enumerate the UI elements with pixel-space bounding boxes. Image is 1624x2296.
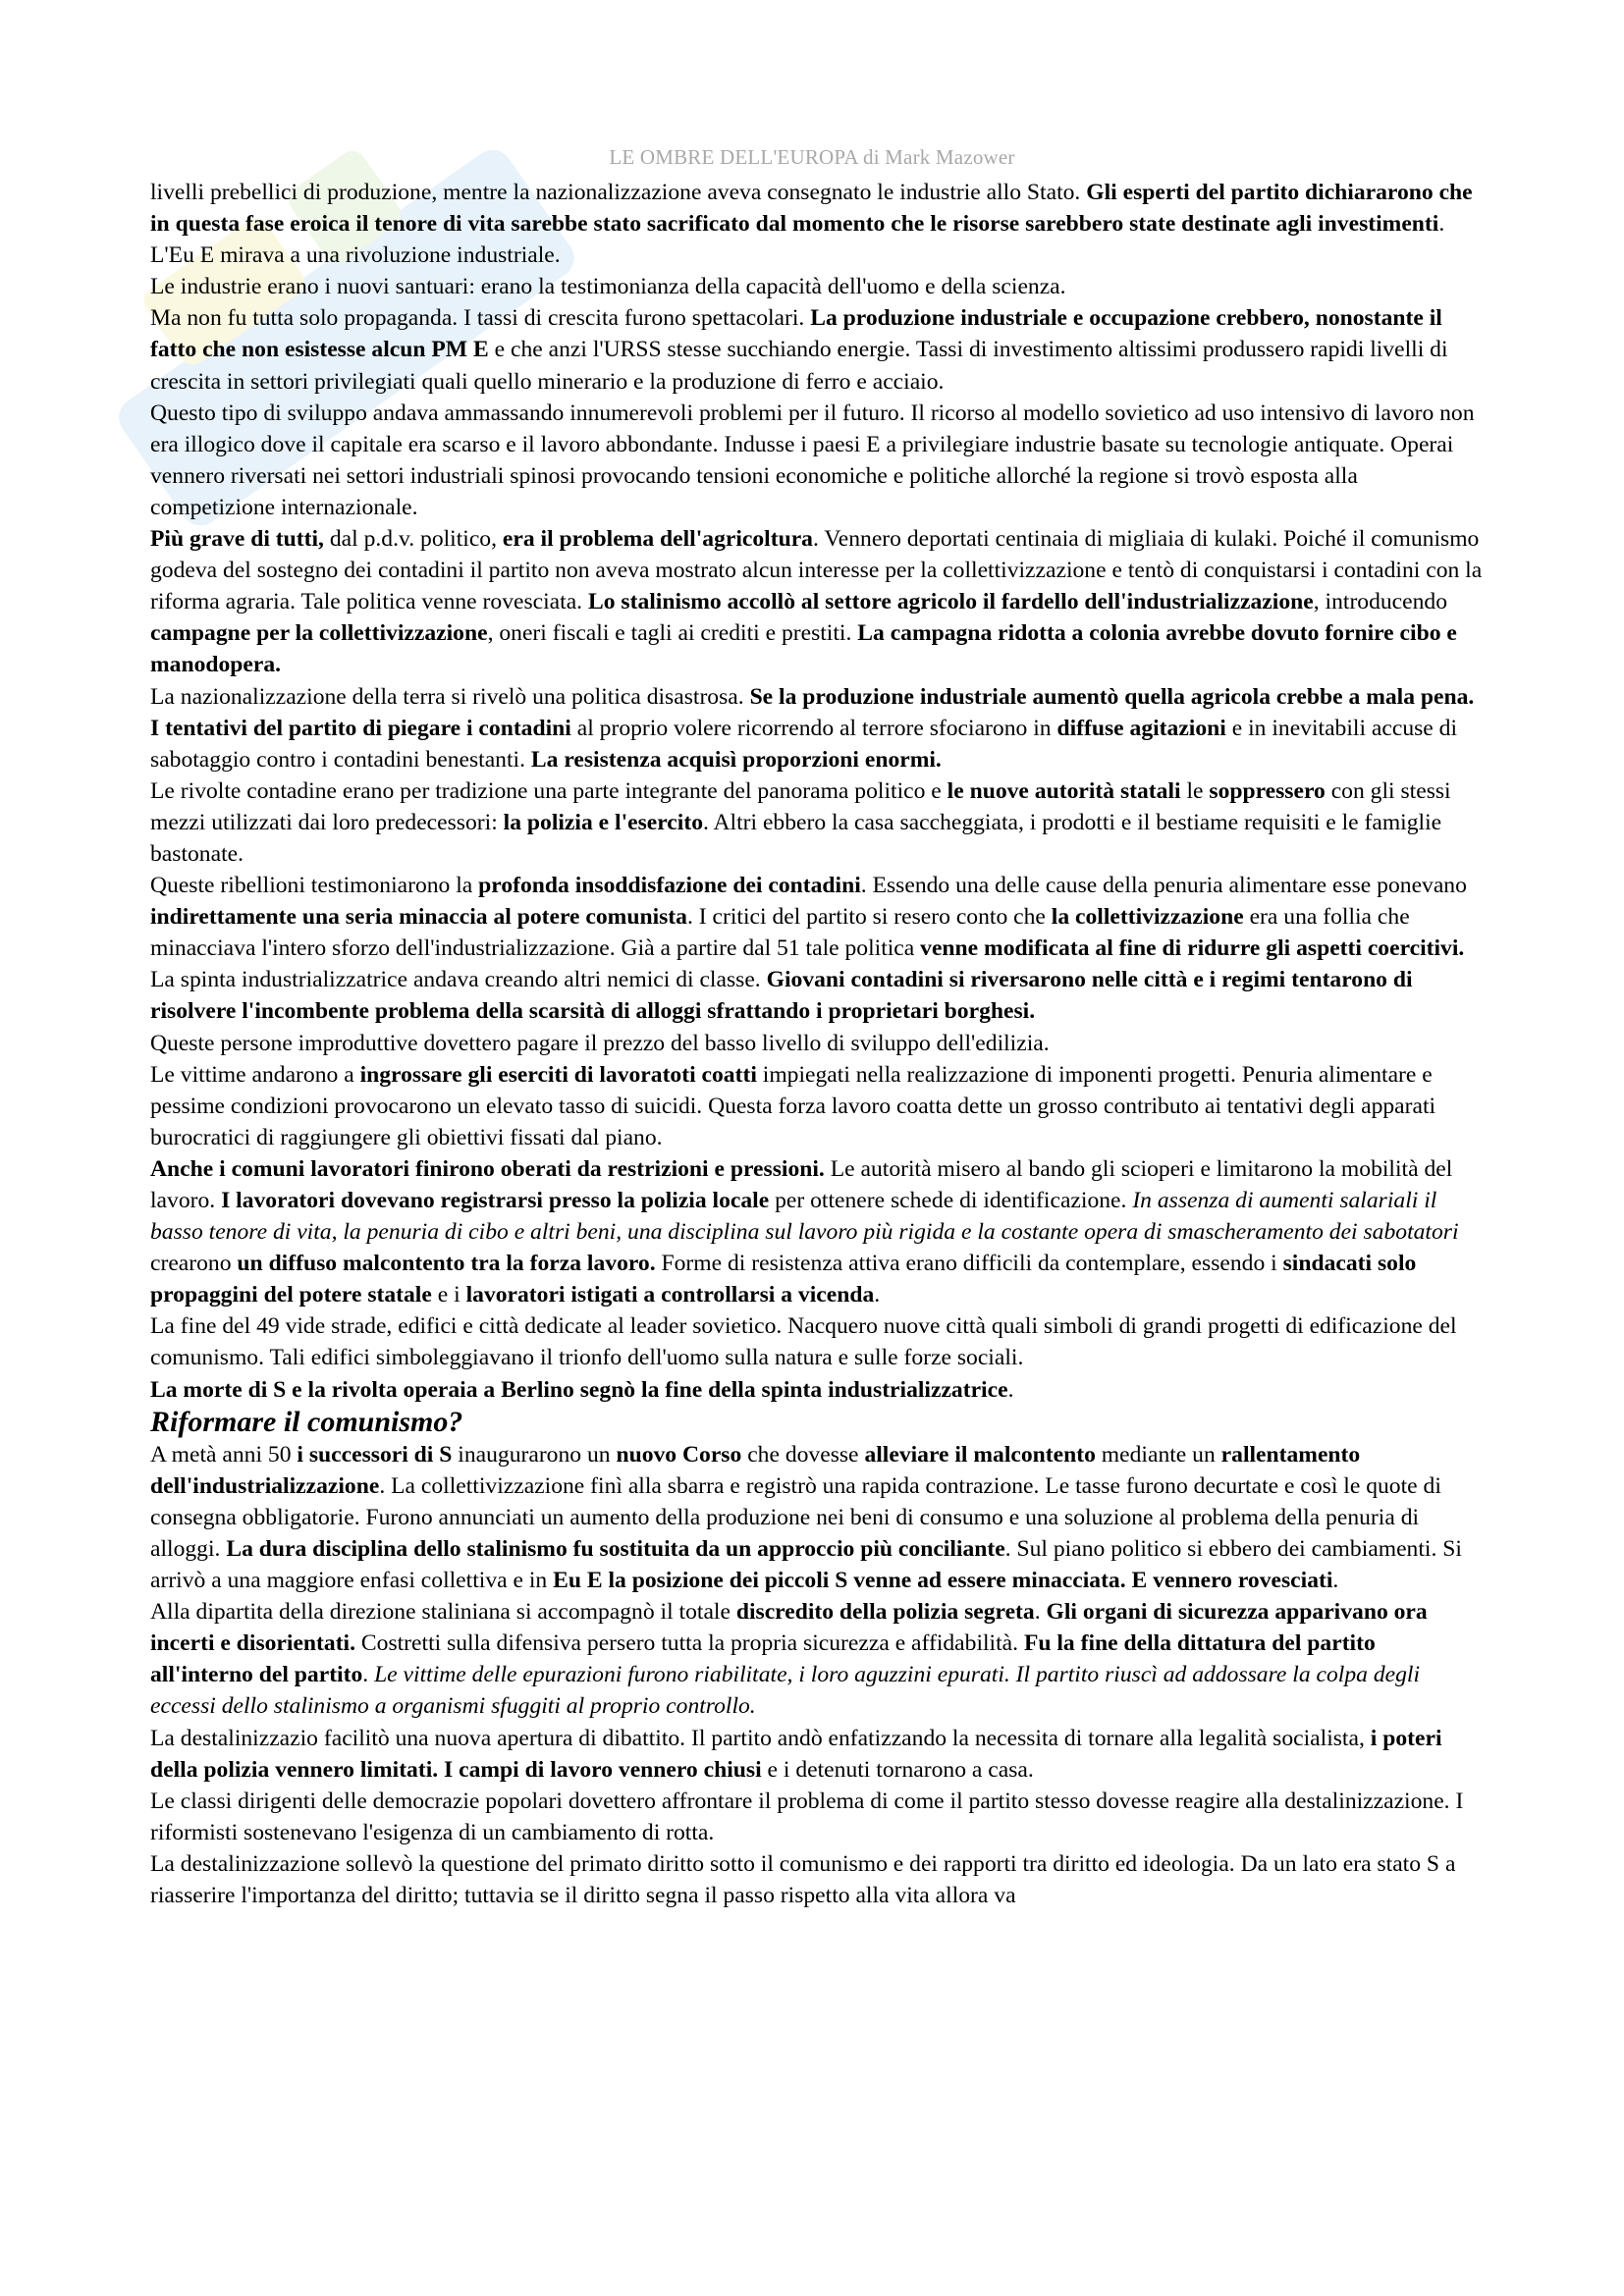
text-run: mediante un [1095,1441,1221,1468]
text-run: la polizia e l'esercito [503,809,703,835]
paragraph [150,177,1483,271]
paragraph [150,271,1483,302]
text-run: In assenza di aumenti salariali il basso tenore di vita, la penuria di cibo e altri beni, una disciplina sul lavoro più rigida e la costante opera di smascheramento dei sabotatori [150,1188,1459,1246]
text-run: inaugurarono un [452,1441,617,1468]
text-run: . Essendo una delle cause della penuria alimentare esse ponevano [860,873,1467,899]
text-run: Giovani contadini si riversarono nelle città e i regimi tentarono di risolvere l'incombente problema della scarsità di alloggi sfrattando i proprietari borghesi. [150,967,1413,1025]
page-header: LE OMBRE DELL'EUROPA di Mark Mazower [609,145,1015,169]
paragraph [150,1374,1483,1406]
text-run: campagne per la collettivizzazione [150,620,488,647]
text-run: indirettamente una seria minaccia al potere comunista [150,904,687,931]
text-run: . Vennero deportati centinaia di migliaia di kulaki. Poiché il comunismo godeva del sostegno dei contadini il partito non aveva mostrato alcun interesse per la collettivizzazione e tentò di conquistarsi i contadini con la riforma agraria. Tale politica venne rovesciata. [150,526,1483,615]
text-run: Alla dipartita della direzione staliniana si accompagnò il totale [150,1599,736,1626]
text-run: . I critici del partito si resero conto che [686,904,1052,931]
paragraph [150,1059,1483,1153]
text-run: profonda insoddisfazione dei contadini [478,873,861,899]
text-run: nuovo Corso [616,1441,742,1468]
text-run: alleviare il malcontento [864,1441,1096,1468]
text-run: A metà anni 50 [150,1441,298,1468]
text-run: per ottenere schede di identificazione. [769,1188,1133,1213]
text-run: livelli prebellici di produzione, mentre la nazionalizzazione aveva consegnato le industrie allo Stato. [150,180,1087,205]
text-run: Eu E la posizione dei piccoli S venne ad essere minacciata. E vennero rovesciati [553,1568,1333,1594]
text-run: Costretti sulla difensiva persero tutta la propria sicurezza e affidabilità. [355,1630,1024,1657]
paragraph [150,1786,1483,1848]
text-run: Gli organi di sicurezza apparivano ora incerti e disorientati. [150,1599,1428,1657]
text-run: , oneri fiscali e tagli ai crediti e prestiti. [487,620,858,647]
text-run: . L'Eu E mirava a una rivoluzione industriale. [150,211,1445,269]
text-run: Queste persone improduttive dovettero pagare il prezzo del basso livello di sviluppo dell'edilizia. [150,1030,1050,1056]
text-run: Questo tipo di sviluppo andava ammassando innumerevoli problemi per il futuro. Il ricorso al modello sovietico ad uso intensivo di lavoro non era illogico dove il capitale era scarso e il lavoro abbondante. Indusse i paesi E a privilegiare industrie basate su tecnologie antiquate. Operai vennero riversati nei settori industriali spinosi provocando tensioni economiche e politiche allorché la regione si trovò esposta alla competizione internazionale. [150,400,1475,520]
text-run: Le vittime delle epurazioni furono riabilitate, i loro aguzzini epurati. Il partito riuscì ad addossare la colpa degli eccessi dello stalinismo a organismi sfuggiti al proprio controllo. [150,1662,1421,1720]
text-run: I lavoratori dovevano registrarsi presso la polizia locale [221,1188,770,1213]
text-run: lavoratori istigati a controllarsi a vicenda [465,1282,875,1308]
paragraph [150,964,1483,1027]
paragraph [150,1723,1483,1786]
text-run: Anche i comuni lavoratori finirono oberati da restrizioni e pressioni. [150,1155,825,1182]
text-run: dal p.d.v. politico, [323,526,503,553]
text-run: Più grave di tutti, [150,526,324,553]
text-run: diffuse agitazioni [1056,715,1226,741]
text-run: La fine del 49 vide strade, edifici e città dedicate al leader sovietico. Nacquero nuove città quali simboli di grandi progetti di edificazione del comunismo. Tali edifici simboleggiavano il trionfo dell'uomo sulla natura e sulle forze sociali. [150,1313,1457,1371]
text-run: e in inevitabili accuse di sabotaggio contro i contadini benestanti. [150,715,1458,773]
paragraph [150,523,1483,680]
text-run: era il problema dell'agricoltura [502,526,813,553]
text-run: impiegati nella realizzazione di imponenti progetti. Penuria alimentare e pessime condizioni provocarono un elevato tasso di suicidi. Questa forza lavoro coatta dette un grosso contributo ai tentativi degli apparati burocratici di raggiungere gli obiettivi fissati dal piano. [150,1061,1436,1150]
paragraph [150,398,1483,523]
text-run: discredito della polizia segreta [735,1599,1035,1626]
text-run: . [1007,1376,1014,1403]
text-run: con gli stessi mezzi utilizzati dai loro predecessori: [150,777,1451,835]
paragraph [150,681,1483,713]
text-run: al proprio volere ricorrendo al terrore sfociarono in [570,715,1057,741]
text-run: la collettivizzazione [1051,904,1244,931]
text-run: Le autorità misero al bando gli scioperi e limitarono la mobilità del lavoro. [150,1155,1453,1213]
text-run: i successori di S [297,1441,453,1468]
text-run: , introducendo [1313,589,1448,615]
text-run: La destalinizzazio facilitò una nuova apertura di dibattito. Il partito andò enfatizzando la necessita di tornare alla legalità socialista, [150,1725,1371,1751]
text-run: Ma non fu tutta solo propaganda. I tassi di crescita furono spettacolari. [150,305,811,332]
text-run: Queste ribellioni testimoniarono la [150,873,479,899]
paragraph [150,870,1483,964]
text-run: . [1332,1568,1339,1594]
text-run: Forme di resistenza attiva erano difficili da contemplare, essendo i [655,1251,1283,1277]
paragraph [150,1848,1483,1911]
text-run: ingrossare gli eserciti di lavoratoti coatti [359,1061,757,1088]
paragraph [150,775,1483,870]
text-run: era una follia che minacciava l'intero sforzo dell'industrializzazione. Già a partire dal 51 tale politica [150,904,1410,962]
text-run: e i [431,1282,466,1308]
paragraph [150,302,1483,397]
text-run: La morte di S e la rivolta operaia a Berlino segnò la fine della spinta industrializzatrice [150,1376,1008,1403]
text-run: Le vittime andarono a [150,1061,360,1088]
text-run: le nuove autorità statali [947,777,1181,804]
section-heading [150,1406,1483,1439]
text-run: Le rivolte contadine erano per tradizione una parte integrante del panorama politico e [150,777,947,804]
text-run: i poteri della polizia vennero limitati. I campi di lavoro vennero chiusi [150,1725,1442,1783]
text-run: Le classi dirigenti delle democrazie popolari dovettero affrontare il problema di come il partito stesso dovesse reagire alla destalinizzazione. I riformisti sostenevano l'esigenza di un cambiamento di rotta. [150,1788,1464,1845]
text-run: . [362,1662,375,1688]
text-run: La destalinizzazione sollevò la questione del primato diritto sotto il comunismo e dei rapporti tra diritto ed ideologia. Da un lato era stato S a riasserire l'importanza del diritto; tuttavia se il diritto segna il passo rispetto alla vita allora va [150,1850,1456,1908]
paragraph [150,1028,1483,1059]
text-run: La dura disciplina dello stalinismo fu sostituita da un approccio più conciliante [226,1535,1005,1562]
text-run: e i detenuti tornarono a casa. [761,1756,1034,1783]
text-run: I tentativi del partito di piegare i contadini [150,715,571,741]
paragraph [150,1439,1483,1596]
text-run: crearono [150,1251,238,1277]
text-run: sindacati solo propaggini del potere statale [150,1251,1417,1308]
text-run: . [874,1282,881,1308]
text-run: . Sul piano politico si ebbero dei cambiamenti. Si arrivò a una maggiore enfasi collettiva e in [150,1535,1462,1594]
paragraph [150,713,1483,775]
text-run: Fu la fine della dittatura del partito all'interno del partito [150,1630,1376,1688]
text-run: le [1180,777,1210,804]
paragraph [150,1596,1483,1722]
text-run: che dovesse [741,1441,865,1468]
paragraph [150,1153,1483,1310]
text-run: . La collettivizzazione finì alla sbarra e registrò una rapida contrazione. Le tasse furono decurtate e così le quote di consegna obbligatorie. Furono annunciati un aumento della produzione nei beni di consumo e una soluzione al problema della penuria di alloggi. [150,1472,1441,1562]
text-run: La produzione industriale e occupazione crebbero, nonostante il fatto che non esistesse alcun PM E [150,305,1442,363]
text-run: Riformare il comunismo? [150,1405,463,1438]
text-run: La nazionalizzazione della terra si rivelò una politica disastrosa. [150,683,750,710]
text-run: un diffuso malcontento tra la forza lavoro. [237,1251,656,1277]
text-run: Le industrie erano i nuovi santuari: erano la testimonianza della capacità dell'uomo e della scienza. [150,274,1066,300]
text-run: l'URSS stesse succhiando energie [592,337,905,363]
text-run: . Altri ebbero la casa saccheggiata, i prodotti e il bestiame requisiti e le famiglie bastonate. [150,809,1442,867]
text-run: soppressero [1209,777,1326,804]
document-body [150,177,1483,1911]
text-run: e che anzi [488,337,593,363]
text-run: Lo stalinismo accollò al settore agricolo il fardello dell'industrializzazione [587,589,1314,615]
text-run: Se la produzione industriale aumentò quella agricola crebbe a mala pena. [749,683,1475,710]
text-run: La resistenza acquisì proporzioni enormi. [530,746,942,773]
text-run: Gli esperti del partito dichiararono che in questa fase eroica il tenore di vita sarebbe stato sacrificato dal momento che le risorse sarebbero state destinate agli investimenti [150,180,1473,238]
text-run: rallentamento dell'industrializzazione [150,1441,1361,1499]
text-run: La spinta industrializzatrice andava creando altri nemici di classe. [150,967,767,993]
text-run: La campagna ridotta a colonia avrebbe dovuto fornire cibo e manodopera. [150,620,1457,678]
paragraph [150,1310,1483,1373]
text-run: . [1034,1599,1047,1626]
text-run: venne modificata al fine di ridurre gli aspetti coercitivi. [920,935,1465,962]
text-run: . Tassi di investimento altissimi produssero rapidi livelli di crescita in settori privilegiati quali quello minerario e la produzione di ferro e acciaio. [150,337,1448,395]
